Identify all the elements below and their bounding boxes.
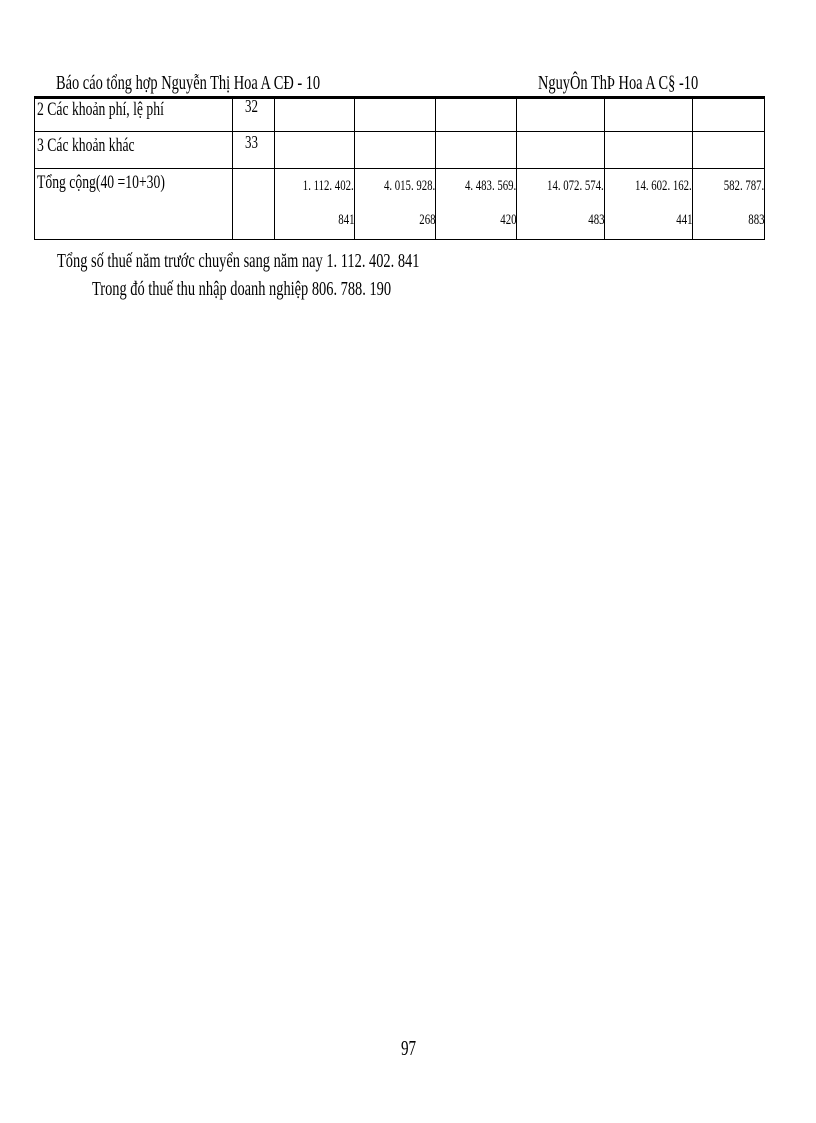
value-cell — [436, 132, 517, 169]
header-left-title — [56, 72, 423, 95]
row-label: 2 Các khoản phí, lệ phí — [37, 99, 164, 120]
value-cell — [355, 169, 436, 240]
header-right-text: NguyÔn ThÞ Hoa A C§ -10 — [538, 72, 699, 94]
value-line-1: 582. 787. — [723, 178, 764, 194]
row-label-cell — [35, 169, 233, 240]
value-line-2: 883 — [747, 212, 764, 228]
note-line-2: Trong đó thuế thu nhập doanh nghiệp 806. 788. 190 — [92, 278, 392, 300]
row-code-cell — [233, 132, 275, 169]
value-line-2: 420 — [499, 212, 516, 228]
value-cell — [275, 169, 355, 240]
value-cell — [275, 96, 355, 132]
value-cell — [693, 132, 765, 169]
value-cell — [517, 169, 605, 240]
value-cell — [275, 132, 355, 169]
table-row-fees — [35, 96, 765, 132]
row-label: Tổng cộng(40 =10+30) — [37, 172, 165, 193]
row-code-cell — [233, 96, 275, 132]
value-cell — [436, 96, 517, 132]
row-label: 3 Các khoản khác — [37, 135, 135, 156]
value-line-1: 14. 602. 162. — [635, 178, 692, 194]
value-line-2: 268 — [418, 212, 435, 228]
tax-report-table — [34, 96, 765, 240]
value-cell — [355, 96, 436, 132]
value-line-1: 1. 112. 402. — [303, 178, 354, 194]
row-label-cell — [35, 96, 233, 132]
value-line-2: 841 — [337, 212, 354, 228]
page-number — [0, 1036, 816, 1061]
value-cell — [517, 132, 605, 169]
row-code: 33 — [244, 132, 258, 152]
value-cell — [436, 169, 517, 240]
row-code-cell — [233, 169, 275, 240]
value-cell — [693, 96, 765, 132]
value-line-1: 14. 072. 574. — [547, 178, 604, 194]
value-line-1: 4. 015. 928. — [383, 178, 435, 194]
value-cell — [605, 96, 693, 132]
value-line-2: 483 — [587, 212, 604, 228]
value-cell — [605, 169, 693, 240]
note-corporate-income-tax — [92, 278, 507, 301]
note-carried-over-tax — [57, 250, 560, 273]
note-line-1: Tổng số thuế năm trước chuyển sang năm nay 1. 112. 402. 841 — [57, 250, 420, 272]
row-label-cell — [35, 132, 233, 169]
value-cell — [605, 132, 693, 169]
table-row-total — [35, 169, 765, 240]
table-row-other — [35, 132, 765, 169]
row-code: 32 — [244, 96, 258, 116]
value-cell — [693, 169, 765, 240]
page-number-text: 97 — [400, 1036, 416, 1060]
value-line-1: 4. 483. 569. — [464, 178, 516, 194]
value-cell — [517, 96, 605, 132]
value-line-2: 441 — [675, 212, 692, 228]
value-cell — [355, 132, 436, 169]
header-right-title — [538, 72, 760, 95]
header-left-text: Báo cáo tổng hợp Nguyễn Thị Hoa A CĐ - 10 — [56, 72, 321, 94]
